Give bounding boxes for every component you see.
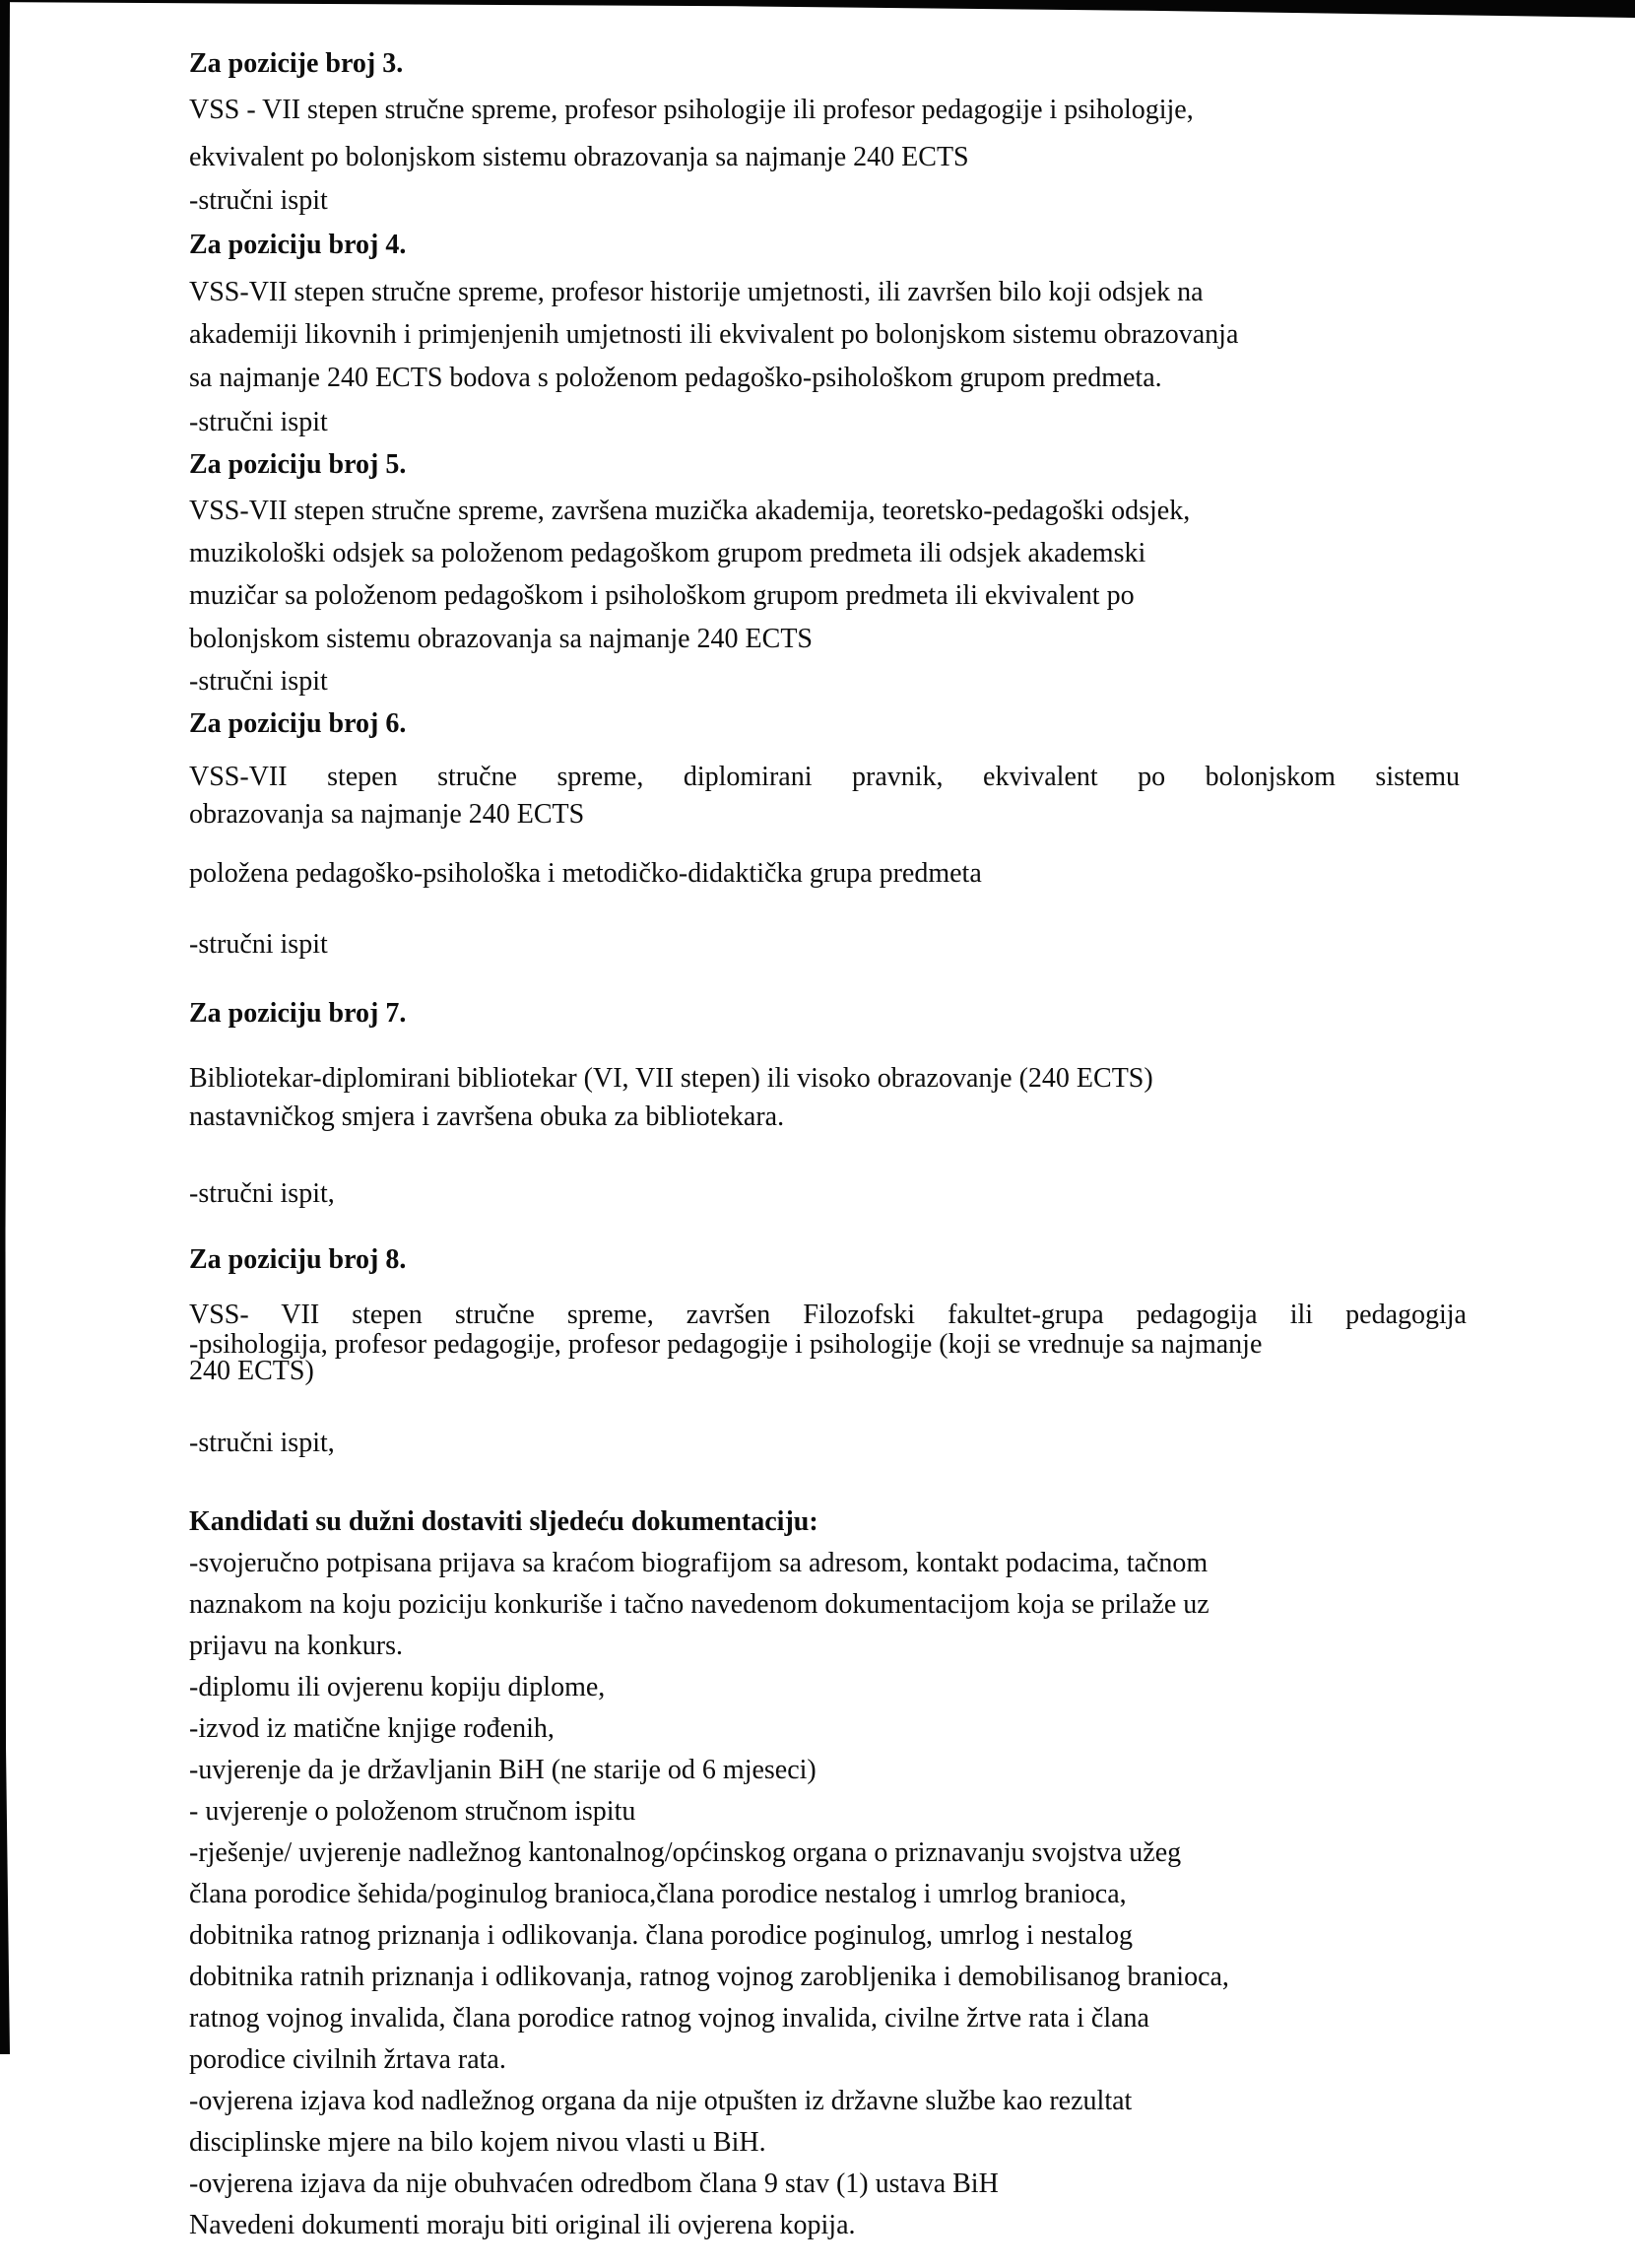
position-5-line: VSS-VII stepen stručne spreme, završena muzička akademija, teoretsko-pedagoški odsjek, <box>189 496 1191 526</box>
position-8-line: 240 ECTS) <box>189 1356 314 1386</box>
position-5-line: muzikološki odsjek sa položenom pedagoškom grupom predmeta ili odsjek akademski <box>189 538 1146 568</box>
position-4-heading: Za poziciju broj 4. <box>189 230 407 260</box>
position-7-line: Bibliotekar-diplomirani bibliotekar (VI, VII stepen) ili visoko obrazovanje (240 ECTS) <box>189 1063 1153 1094</box>
position-4-line: VSS-VII stepen stručne spreme, profesor historije umjetnosti, ili završen bilo koji odsjek na <box>189 277 1204 307</box>
documentation-line: prijavu na konkurs. <box>189 1631 403 1661</box>
position-8-heading: Za poziciju broj 8. <box>189 1244 407 1275</box>
documentation-line: dobitnika ratnih priznanja i odlikovanja, ratnog vojnog zarobljenika i demobilisanog branioca, <box>189 1962 1229 1992</box>
documentation-line: naznakom na koju poziciju konkuriše i tačno navedenom dokumentacijom koja se prilaže uz <box>189 1589 1210 1620</box>
position-7-heading: Za poziciju broj 7. <box>189 998 407 1029</box>
position-3-heading: Za pozicije broj 3. <box>189 48 404 79</box>
documentation-line: -ovjerena izjava da nije obuhvaćen odredbom člana 9 stav (1) ustava BiH <box>189 2168 999 2199</box>
documentation-line: -svojeručno potpisana prijava sa kraćom biografijom sa adresom, kontakt podacima, tačnom <box>189 1548 1209 1578</box>
position-5-line: bolonjskom sistemu obrazovanja sa najmanje 240 ECTS <box>189 624 814 654</box>
documentation-line: člana porodice šehida/poginulog branioca,člana porodice nestalog i umrlog branioca, <box>189 1879 1127 1909</box>
position-3-line: ekvivalent po bolonjskom sistemu obrazovanja sa najmanje 240 ECTS <box>189 142 969 172</box>
position-6-line: VSS-VII stepen stručne spreme, diplomirani pravnik, ekvivalent po bolonjskom sistemu <box>189 762 1460 792</box>
position-8-line: -stručni ispit, <box>189 1428 335 1458</box>
position-5-heading: Za poziciju broj 5. <box>189 449 407 480</box>
position-4-line: akademiji likovnih i primjenjenih umjetnosti ili ekvivalent po bolonjskom sistemu obrazovanja <box>189 319 1239 350</box>
position-6-line: obrazovanja sa najmanje 240 ECTS <box>189 799 585 830</box>
documentation-line: ratnog vojnog invalida, člana porodice ratnog vojnog invalida, civilne žrtve rata i člana <box>189 2003 1149 2034</box>
documentation-line: -izvod iz matične knjige rođenih, <box>189 1713 555 1744</box>
position-4-line: -stručni ispit <box>189 407 328 437</box>
position-7-line: nastavničkog smjera i završena obuka za bibliotekara. <box>189 1101 785 1132</box>
documentation-line: Navedeni dokumenti moraju biti original ili ovjerena kopija. <box>189 2210 856 2240</box>
documentation-line: dobitnika ratnog priznanja i odlikovanja. člana porodice poginulog, umrlog i nestalog <box>189 1920 1133 1951</box>
documentation-line: -uvjerenje da je državljanin BiH (ne starije od 6 mjeseci) <box>189 1755 817 1785</box>
documentation-line: -ovjerena izjava kod nadležnog organa da nije otpušten iz državne službe kao rezultat <box>189 2086 1133 2116</box>
documentation-heading: Kandidati su dužni dostaviti sljedeću dokumentaciju: <box>189 1506 818 1537</box>
documentation-line: -rješenje/ uvjerenje nadležnog kantonalnog/općinskog organa o priznavanju svojstva užeg <box>189 1837 1182 1868</box>
position-7-line: -stručni ispit, <box>189 1178 335 1209</box>
documentation-line: disciplinske mjere na bilo kojem nivou vlasti u BiH. <box>189 2127 766 2158</box>
documentation-line: porodice civilnih žrtava rata. <box>189 2044 506 2075</box>
position-4-line: sa najmanje 240 ECTS bodova s položenom pedagoško-psihološkom grupom predmeta. <box>189 363 1162 393</box>
position-6-line: položena pedagoško-psihološka i metodičko-didaktička grupa predmeta <box>189 858 982 889</box>
position-5-line: -stručni ispit <box>189 666 328 697</box>
position-3-line: -stručni ispit <box>189 185 328 216</box>
documentation-line: - uvjerenje o položenom stručnom ispitu <box>189 1796 636 1827</box>
documentation-line: -diplomu ili ovjerenu kopiju diplome, <box>189 1672 606 1702</box>
position-6-line: -stručni ispit <box>189 929 328 960</box>
position-8-line: -psihologija, profesor pedagogije, profesor pedagogije i psihologije (koji se vrednuje sa najmanje <box>189 1329 1263 1360</box>
position-6-heading: Za poziciju broj 6. <box>189 708 407 739</box>
position-3-line: VSS - VII stepen stručne spreme, profesor psihologije ili profesor pedagogije i psihologije, <box>189 95 1194 125</box>
position-5-line: muzičar sa položenom pedagoškom i psihološkom grupom predmeta ili ekvivalent po <box>189 580 1135 611</box>
position-8-line: VSS- VII stepen stručne spreme, završen Filozofski fakultet-grupa pedagogija ili pedagogija <box>189 1300 1467 1330</box>
